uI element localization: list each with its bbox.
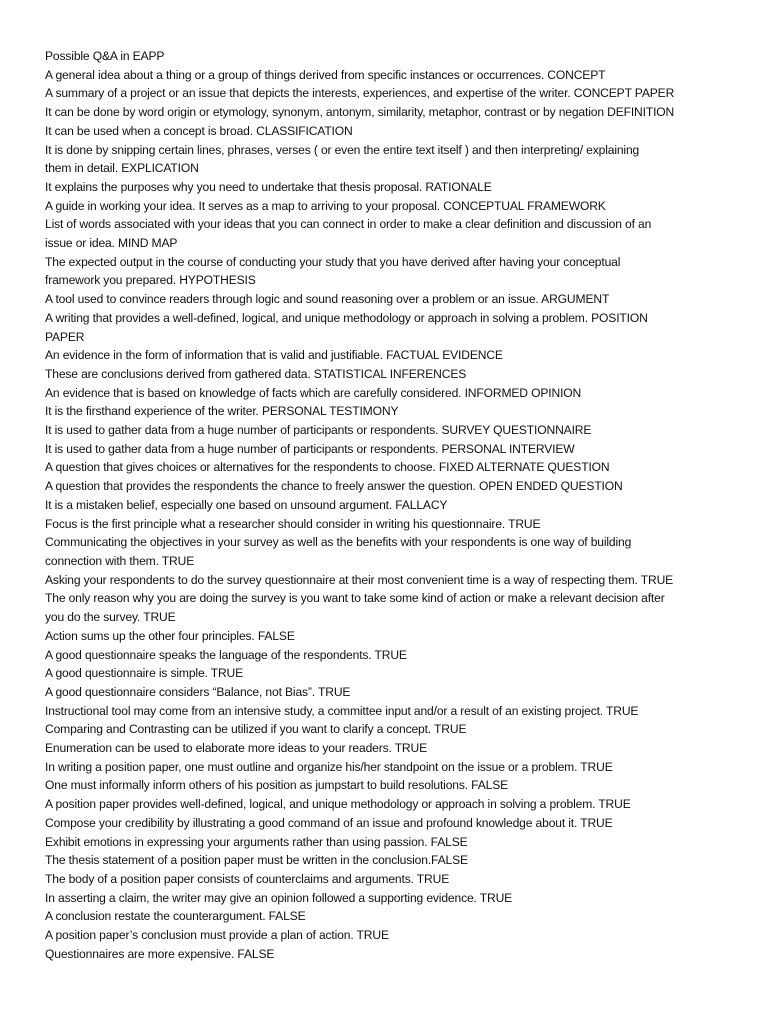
document-line: Questionnaires are more expensive. FALSE	[45, 946, 275, 961]
document-line: A position paper provides well-defined, logical, and unique methodology or approach in solving a problem. TRUE	[45, 797, 631, 812]
document-line: One must informally inform others of his position as jumpstart to build resolutions. FALSE	[45, 778, 509, 793]
document-line: An evidence in the form of information that is valid and justifiable. FACTUAL EVIDENCE	[45, 348, 503, 363]
document-line: Instructional tool may come from an intensive study, a committee input and/or a result of an existing project. TRUE	[45, 703, 639, 718]
document-title: Possible Q&A in EAPP	[45, 49, 165, 63]
document-line: Exhibit emotions in expressing your arguments rather than using passion. FALSE	[45, 834, 468, 849]
document-line: In asserting a claim, the writer may give an opinion followed a supporting evidence. TRUE	[45, 890, 513, 905]
document-line: It explains the purposes why you need to undertake that thesis proposal. RATIONALE	[45, 179, 492, 194]
document-line: A tool used to convince readers through logic and sound reasoning over a problem or an issue. ARGUMENT	[45, 292, 610, 307]
document-line: A summary of a project or an issue that depicts the interests, experiences, and expertise of the writer. CONCEPT PAPER	[45, 86, 675, 101]
document-line: List of words associated with your ideas that you can connect in order to make a clear definition and discussion of an	[45, 217, 652, 232]
document-line: The thesis statement of a position paper must be written in the conclusion.FALSE	[45, 853, 468, 868]
document-line: In writing a position paper, one must outline and organize his/her standpoint on the issue or a problem. TRUE	[45, 759, 613, 774]
document-line: A writing that provides a well-defined, logical, and unique methodology or approach in solving a problem. POSITION	[45, 310, 648, 325]
document-line: Comparing and Contrasting can be utilized if you want to clarify a concept. TRUE	[45, 722, 467, 737]
document-line: A good questionnaire considers “Balance, not Bias”. TRUE	[45, 684, 351, 699]
document-line: It is done by snipping certain lines, phrases, verses ( or even the entire text itself ) and then interpreting/ explaining	[45, 142, 640, 157]
document-line: It is used to gather data from a huge number of participants or respondents. PERSONAL INTERVIEW	[45, 441, 575, 456]
document-line: The body of a position paper consists of counterclaims and arguments. TRUE	[45, 871, 450, 886]
document-line: framework you prepared. HYPOTHESIS	[45, 273, 256, 288]
document-line: connection with them. TRUE	[45, 553, 195, 568]
document-body	[45, 47, 745, 963]
document-line: them in detail. EXPLICATION	[45, 161, 199, 176]
document-line: A question that gives choices or alternatives for the respondents to choose. FIXED ALTERNATE QUESTION	[45, 460, 610, 475]
document-line: Focus is the first principle what a researcher should consider in writing his questionnaire. TRUE	[45, 516, 541, 531]
document-line: It can be used when a concept is broad. CLASSIFICATION	[45, 123, 353, 138]
document-line: These are conclusions derived from gathered data. STATISTICAL INFERENCES	[45, 366, 467, 381]
document-line: An evidence that is based on knowledge of facts which are carefully considered. INFORMED OPINION	[45, 385, 582, 400]
document-line: Action sums up the other four principles. FALSE	[45, 628, 295, 643]
document-line: The only reason why you are doing the survey is you want to take some kind of action or make a relevant decision after	[45, 591, 665, 606]
document-line: you do the survey. TRUE	[45, 610, 176, 625]
document-line: Enumeration can be used to elaborate more ideas to your readers. TRUE	[45, 741, 428, 756]
document-line: A general idea about a thing or a group of things derived from specific instances or occurrences. CONCEPT	[45, 67, 606, 82]
document-line: A question that provides the respondents the chance to freely answer the question. OPEN ENDED QUESTION	[45, 479, 623, 494]
document-line: Compose your credibility by illustrating a good command of an issue and profound knowledge about it. TRUE	[45, 815, 613, 830]
document-line: A guide in working your idea. It serves as a map to arriving to your proposal. CONCEPTUAL FRAMEWORK	[45, 198, 606, 213]
document-line: issue or idea. MIND MAP	[45, 236, 178, 251]
document-line: It is the firsthand experience of the writer. PERSONAL TESTIMONY	[45, 404, 399, 419]
document-line: PAPER	[45, 329, 85, 344]
document-line: Asking your respondents to do the survey questionnaire at their most convenient time is a way of respecting them. TRUE	[45, 572, 674, 587]
document-line: It is a mistaken belief, especially one based on unsound argument. FALLACY	[45, 497, 448, 512]
document-line: Communicating the objectives in your survey as well as the benefits with your respondents is one way of building	[45, 535, 632, 550]
document-line: The expected output in the course of conducting your study that you have derived after having your conceptual	[45, 254, 621, 269]
document-line: A conclusion restate the counterargument. FALSE	[45, 909, 306, 924]
document-line: A good questionnaire is simple. TRUE	[45, 666, 244, 681]
document-line: A good questionnaire speaks the language of the respondents. TRUE	[45, 647, 407, 662]
document-line: A position paper’s conclusion must provide a plan of action. TRUE	[45, 928, 389, 943]
document-line: It is used to gather data from a huge number of participants or respondents. SURVEY QUESTIONNAIRE	[45, 423, 592, 438]
document-line: It can be done by word origin or etymology, synonym, antonym, similarity, metaphor, contrast or by negation DEFINITION	[45, 105, 675, 120]
